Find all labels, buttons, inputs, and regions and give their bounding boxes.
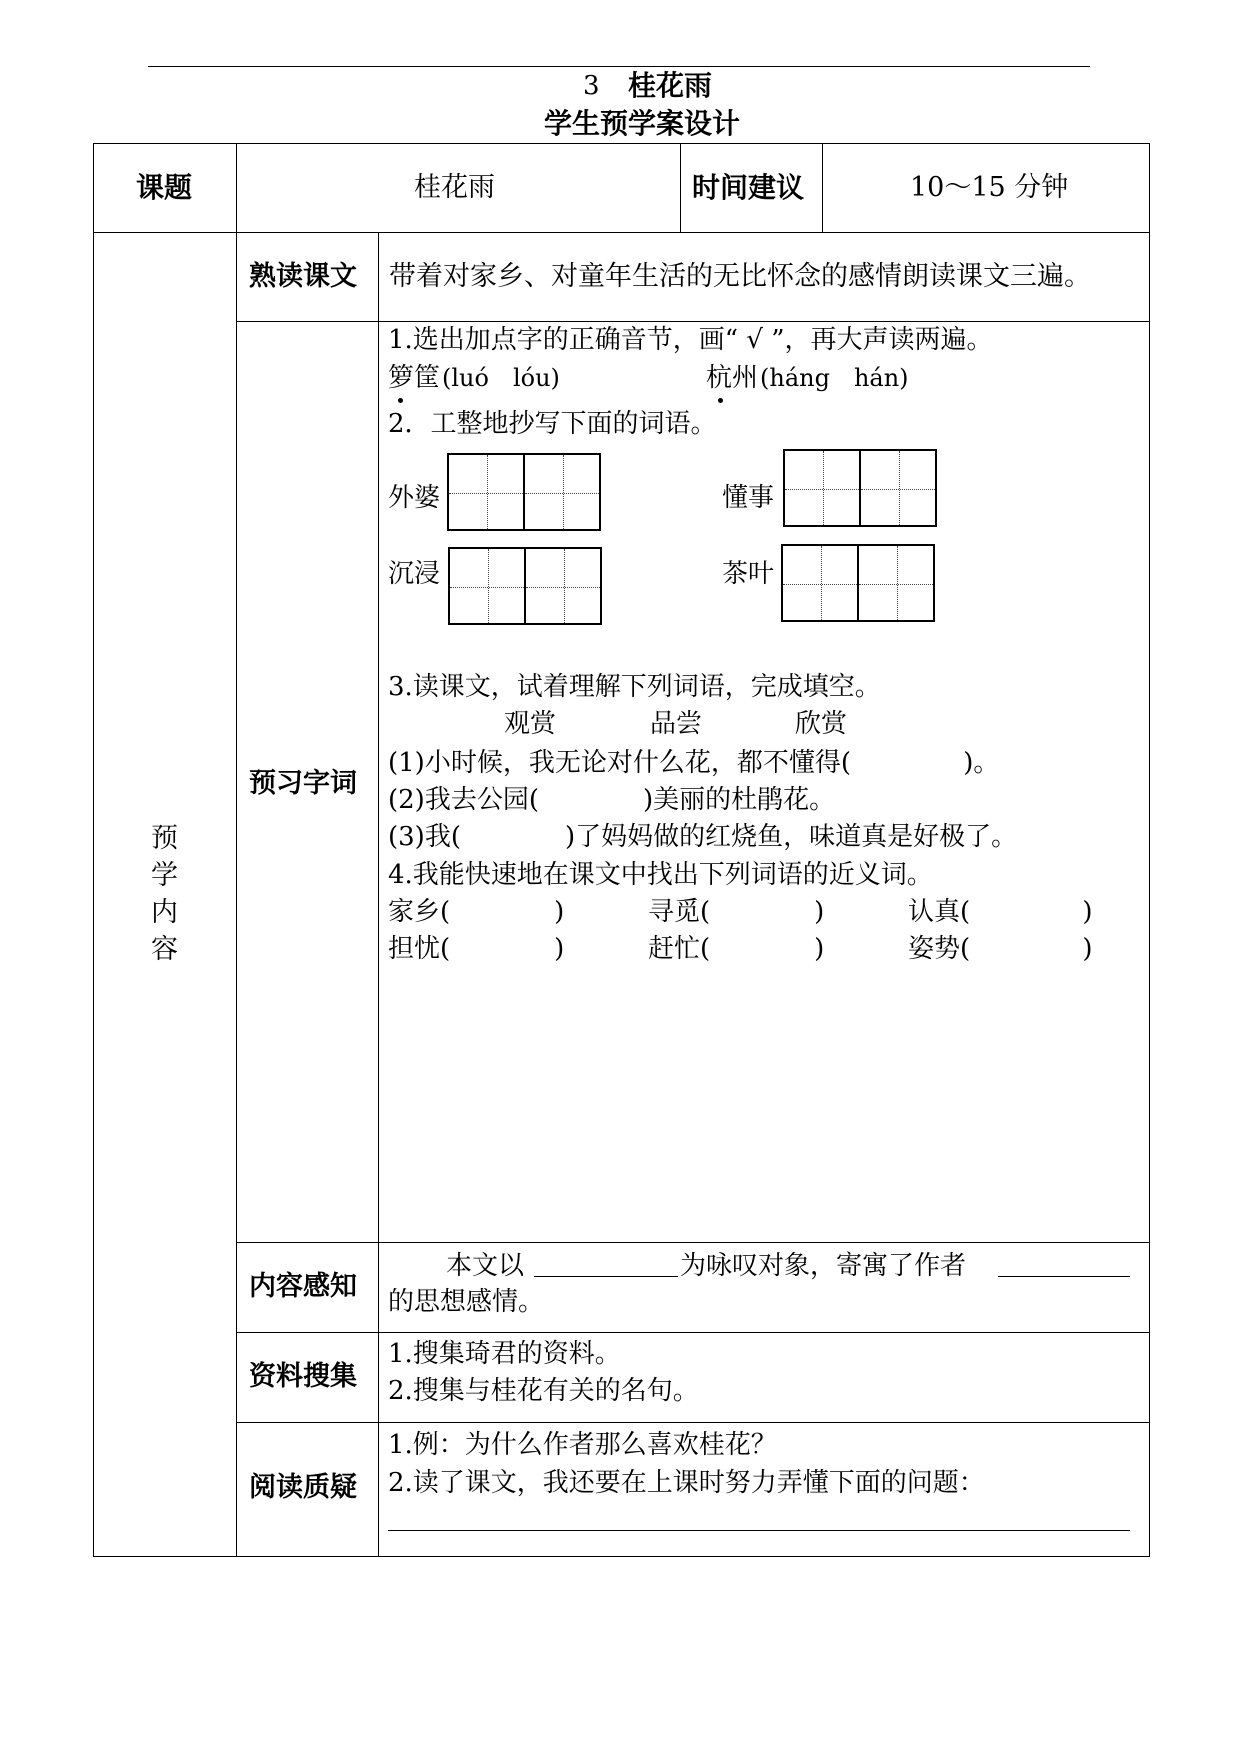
q1-item1-pinyin: (luó lóu): [442, 364, 560, 392]
question-label: 阅读质疑: [249, 1472, 357, 1503]
writing-grid[interactable]: [781, 544, 937, 622]
q4-row2-item-1[interactable]: 担忧( ): [388, 934, 565, 964]
side-label-char-4: 容: [151, 934, 178, 965]
q3-sentence-3[interactable]: (3)我( )了妈妈做的红烧鱼，味道真是好极了。: [388, 822, 1018, 852]
q3-option-3: 欣赏: [795, 709, 848, 739]
q1-item1-word: 箩筐: [388, 363, 441, 393]
side-label-char-3: 内: [151, 897, 178, 928]
q3-option-1: 观赏: [504, 709, 557, 739]
vocab-label: 预习字词: [249, 768, 357, 799]
q1-item2-pinyin: (háng hán): [760, 364, 909, 392]
question-item-2: 2.读了课文，我还要在上课时努力弄懂下面的问题：: [388, 1468, 985, 1498]
read-instruction: 带着对家乡、对童年生活的无比怀念的感情朗读课文三遍。: [389, 261, 1091, 292]
lesson-title: 桂花雨: [628, 69, 713, 102]
q4-row1-item-3[interactable]: 认真( ): [908, 897, 1093, 927]
copy-word-3: 沉浸: [388, 559, 441, 589]
collect-item-2: 2.搜集与桂花有关的名句。: [388, 1376, 699, 1406]
q3-text: 3.读课文，试着理解下列词语，完成填空。: [388, 672, 881, 702]
header-rule: [148, 66, 1090, 67]
side-label-char-1: 预: [151, 823, 178, 854]
q1-item2-word: 杭州: [706, 363, 759, 393]
q2-text: 2．工整地抄写下面的词语。: [388, 409, 717, 439]
topic-label: 课题: [136, 171, 193, 204]
q1-text: 1.选出加点字的正确音节，画“ √ ”，再大声读两遍。: [388, 325, 993, 355]
lesson-number: 3: [583, 71, 600, 101]
topic-value: 桂花雨: [414, 172, 495, 203]
q3-sentence-1[interactable]: (1)小时候，我无论对什么花，都不懂得( )。: [388, 748, 1000, 778]
q4-row2-item-2[interactable]: 赶忙( ): [648, 934, 825, 964]
question-item-1: 1.例：为什么作者那么喜欢桂花？: [388, 1430, 777, 1460]
writing-grid[interactable]: [448, 547, 604, 625]
collect-label: 资料搜集: [249, 1361, 357, 1392]
q3-sentence-2[interactable]: (2)我去公园( )美丽的杜鹃花。: [388, 785, 836, 815]
blank-line[interactable]: [998, 1276, 1130, 1277]
writing-grid[interactable]: [447, 453, 603, 531]
perception-label: 内容感知: [249, 1271, 357, 1302]
side-label-char-2: 学: [151, 860, 178, 891]
q4-row2-item-3[interactable]: 姿势( ): [908, 934, 1093, 964]
copy-word-4: 茶叶: [722, 559, 775, 589]
writing-grid[interactable]: [783, 449, 939, 527]
copy-word-1: 外婆: [388, 483, 441, 513]
time-value: 10～15 分钟: [910, 172, 1069, 203]
time-label: 时间建议: [692, 171, 805, 204]
perception-part-1: 本文以: [446, 1251, 525, 1281]
q4-text: 4.我能快速地在课文中找出下列词语的近义词。: [388, 860, 933, 890]
q4-row1-item-2[interactable]: 寻觅( ): [648, 897, 825, 927]
emphasis-dot: [718, 398, 723, 403]
answer-line[interactable]: [388, 1530, 1130, 1531]
perception-part-3: 的思想感情。: [388, 1287, 545, 1317]
collect-item-1: 1.搜集琦君的资料。: [388, 1339, 621, 1369]
read-label: 熟读课文: [249, 261, 357, 292]
page-subtitle: 学生预学案设计: [544, 107, 741, 140]
q3-option-2: 品尝: [650, 709, 703, 739]
perception-part-2: 为咏叹对象，寄寓了作者: [680, 1251, 967, 1281]
emphasis-dot: [398, 398, 403, 403]
copy-word-2: 懂事: [722, 483, 775, 513]
blank-line[interactable]: [534, 1276, 678, 1277]
q4-row1-item-1[interactable]: 家乡( ): [388, 897, 565, 927]
